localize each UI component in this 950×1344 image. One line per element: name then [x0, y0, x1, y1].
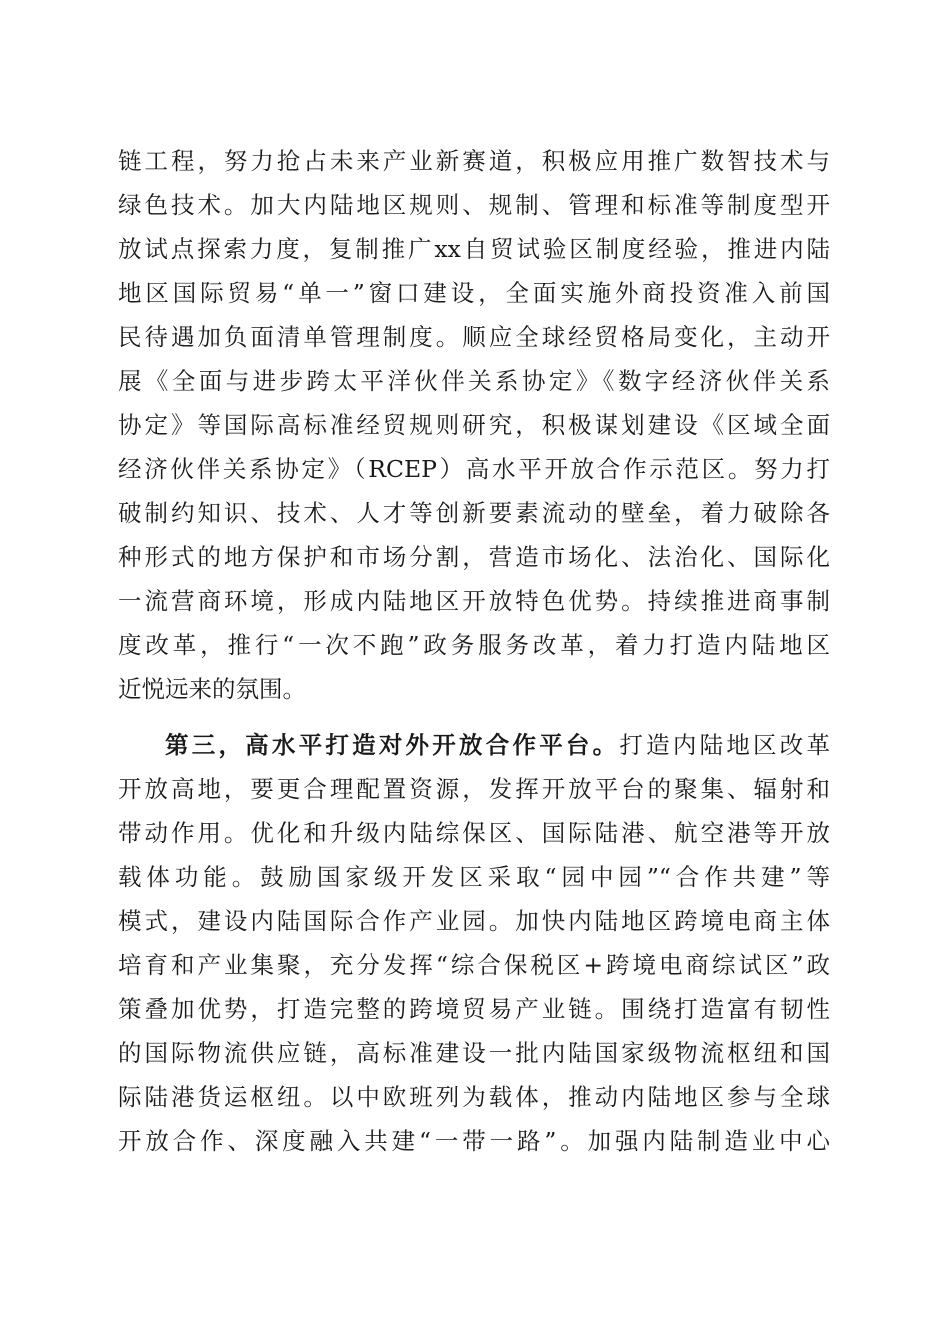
- paragraph1-line-4: 地区国际贸易“单一”窗口建设，全面实施外商投资准入前国: [118, 279, 830, 307]
- paragraph2-line-2: 开放高地，要更合理配置资源，发挥开放平台的聚集、辐射和: [118, 775, 830, 803]
- paragraph2-line-7: 策叠加优势，打造完整的跨境贸易产业链。围绕打造富有韧性: [118, 995, 830, 1023]
- paragraph1-line-13: 近悦远来的氛围。: [118, 675, 306, 703]
- paragraph1-line-6: 展《全面与进步跨太平洋伙伴关系协定》《数字经济伙伴关系: [118, 367, 830, 395]
- paragraph2-line-8: 的国际物流供应链，高标准建设一批内陆国家级物流枢纽和国: [118, 1039, 830, 1067]
- paragraph2-line-3: 带动作用。优化和升级内陆综保区、国际陆港、航空港等开放: [118, 819, 830, 847]
- paragraph2-line-4: 载体功能。鼓励国家级开发区采取“园中园”“合作共建”等: [118, 863, 830, 891]
- paragraph1-line-10: 种形式的地方保护和市场分割，营造市场化、法治化、国际化: [118, 543, 830, 571]
- paragraph1-line-2: 绿色技术。加大内陆地区规则、规制、管理和标准等制度型开: [118, 191, 830, 219]
- paragraph1-line-8: 经济伙伴关系协定》（RCEP）高水平开放合作示范区。努力打: [118, 455, 830, 483]
- paragraph1-line-12: 度改革，推行“一次不跑”政务服务改革，着力打造内陆地区: [118, 631, 830, 659]
- paragraph1-line-9: 破制约知识、技术、人才等创新要素流动的壁垒，着力破除各: [118, 499, 830, 527]
- paragraph2-heading: 第三，高水平打造对外开放合作平台。: [165, 731, 620, 759]
- paragraph1-line-5: 民待遇加负面清单管理制度。顺应全球经贸格局变化，主动开: [118, 323, 830, 351]
- paragraph2-first-line: [165, 725, 830, 765]
- paragraph2-line-5: 模式，建设内陆国际合作产业园。加快内陆地区跨境电商主体: [118, 907, 830, 935]
- paragraph2-line-10: 开放合作、深度融入共建“一带一路”。加强内陆制造业中心: [118, 1127, 830, 1155]
- paragraph1-line-11: 一流营商环境，形成内陆地区开放特色优势。持续推进商事制: [118, 587, 830, 615]
- paragraph1-line-7: 协定》等国际高标准经贸规则研究，积极谋划建设《区域全面: [118, 411, 830, 439]
- paragraph1-line-3: 放试点探索力度，复制推广xx自贸试验区制度经验，推进内陆: [118, 235, 830, 263]
- paragraph2-line-9: 际陆港货运枢纽。以中欧班列为载体，推动内陆地区参与全球: [118, 1083, 830, 1111]
- paragraph2-first-line-rest: 打造内陆地区改革: [619, 731, 831, 759]
- paragraph1-line-1: 链工程，努力抢占未来产业新赛道，积极应用推广数智技术与: [118, 147, 830, 175]
- paragraph2-line-6: 培育和产业集聚，充分发挥“综合保税区+跨境电商综试区”政: [118, 951, 830, 979]
